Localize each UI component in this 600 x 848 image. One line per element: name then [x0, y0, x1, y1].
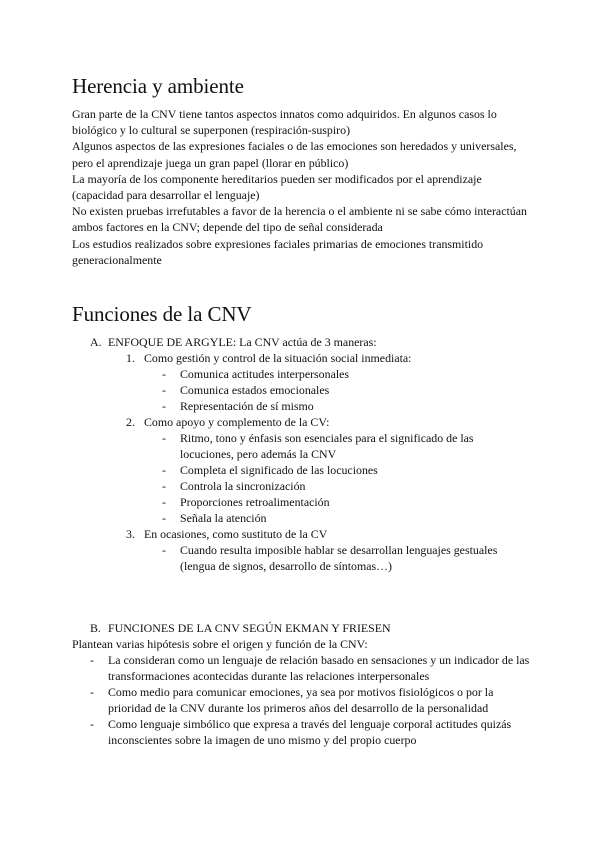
list-item-text: En ocasiones, como sustituto de la CV — [144, 527, 328, 541]
paragraph: No existen pruebas irrefutables a favor de la herencia o el ambiente ni se sabe cómo interactúan ambos factores en la CNV; depende del tipo de señal considerada — [72, 204, 527, 235]
dash-marker: - — [90, 717, 94, 731]
paragraph: Algunos aspectos de las expresiones faciales o de las emociones son heredados y universales, pero el aprendizaje juega un gran papel (llorar en público) — [72, 139, 517, 170]
bullet-text: Comunica estados emocionales — [180, 383, 330, 397]
bullet-text: Representación de sí mismo — [180, 399, 314, 413]
list-marker: B. — [90, 621, 101, 635]
dash-marker: - — [162, 399, 166, 413]
paragraph: Gran parte de la CNV tiene tantos aspectos innatos como adquiridos. En algunos casos lo biológico y lo cultural se superponen (respiración-suspiro) — [72, 107, 497, 138]
dash-marker: - — [162, 367, 166, 381]
paragraph: Los estudios realizados sobre expresiones faciales primarias de emociones transmitido generacionalmente — [72, 236, 484, 267]
dash-marker: - — [162, 543, 166, 557]
herencia-paragraphs — [72, 106, 532, 268]
dash-marker: - — [162, 495, 166, 509]
dash-marker: - — [162, 511, 166, 525]
list-heading: ENFOQUE DE ARGYLE: La CNV actúa de 3 maneras: — [108, 335, 377, 349]
list-marker: 3. — [126, 527, 135, 541]
list-heading: FUNCIONES DE LA CNV SEGÚN EKMAN Y FRIESEN — [108, 621, 391, 635]
bullet-text: Comunica actitudes interpersonales — [180, 367, 350, 381]
section-title-herencia: Herencia y ambiente — [72, 74, 244, 98]
dash-marker: - — [162, 383, 166, 397]
bullet-text: La consideran como un lenguaje de relación basado en sensaciones y un indicador de las transformaciones acontecidas durante las relaciones interpersonales — [108, 653, 530, 684]
dash-marker: - — [162, 431, 166, 445]
dash-marker: - — [90, 653, 94, 667]
list-marker: 1. — [126, 351, 135, 365]
dash-marker: - — [90, 685, 94, 699]
bullet-text: Controla la sincronización — [180, 479, 306, 493]
paragraph: La mayoría de los componente hereditarios pueden ser modificados por el aprendizaje (capacidad para desarrollar el lenguaje) — [72, 171, 482, 203]
bullet-text: Proporciones retroalimentación — [180, 495, 330, 509]
dash-marker: - — [162, 479, 166, 493]
bullet-text: Como lenguaje simbólico que expresa a través del lenguaje corporal actitudes quizás inconscientes sobre la imagen de uno mismo y del propio cuerpo — [108, 717, 512, 748]
bullet-text: Cuando resulta imposible hablar se desarrollan lenguajes gestuales (lengua de signos, desarrollo de síntomas…) — [180, 543, 498, 574]
list-item-text: Como apoyo y complemento de la CV: — [144, 415, 330, 429]
intro-text: Plantean varias hipótesis sobre el origen y función de la CNV: — [72, 637, 368, 651]
list-marker: A. — [90, 335, 102, 349]
dash-marker: - — [162, 463, 166, 477]
bullet-text: Señala la atención — [180, 511, 267, 525]
bullet-text: Ritmo, tono y énfasis son esenciales para el significado de las locuciones, pero además la CNV — [180, 431, 474, 462]
bullet-text: Como medio para comunicar emociones, ya sea por motivos fisiológicos o por la prioridad de la CNV durante los primeros años del desarrollo de la personalidad — [108, 685, 494, 716]
bullet-text: Completa el significado de las locuciones — [180, 463, 378, 477]
list-item-text: Como gestión y control de la situación social inmediata: — [144, 351, 412, 365]
list-marker: 2. — [126, 415, 135, 429]
section-title-funciones: Funciones de la CNV — [72, 302, 252, 326]
